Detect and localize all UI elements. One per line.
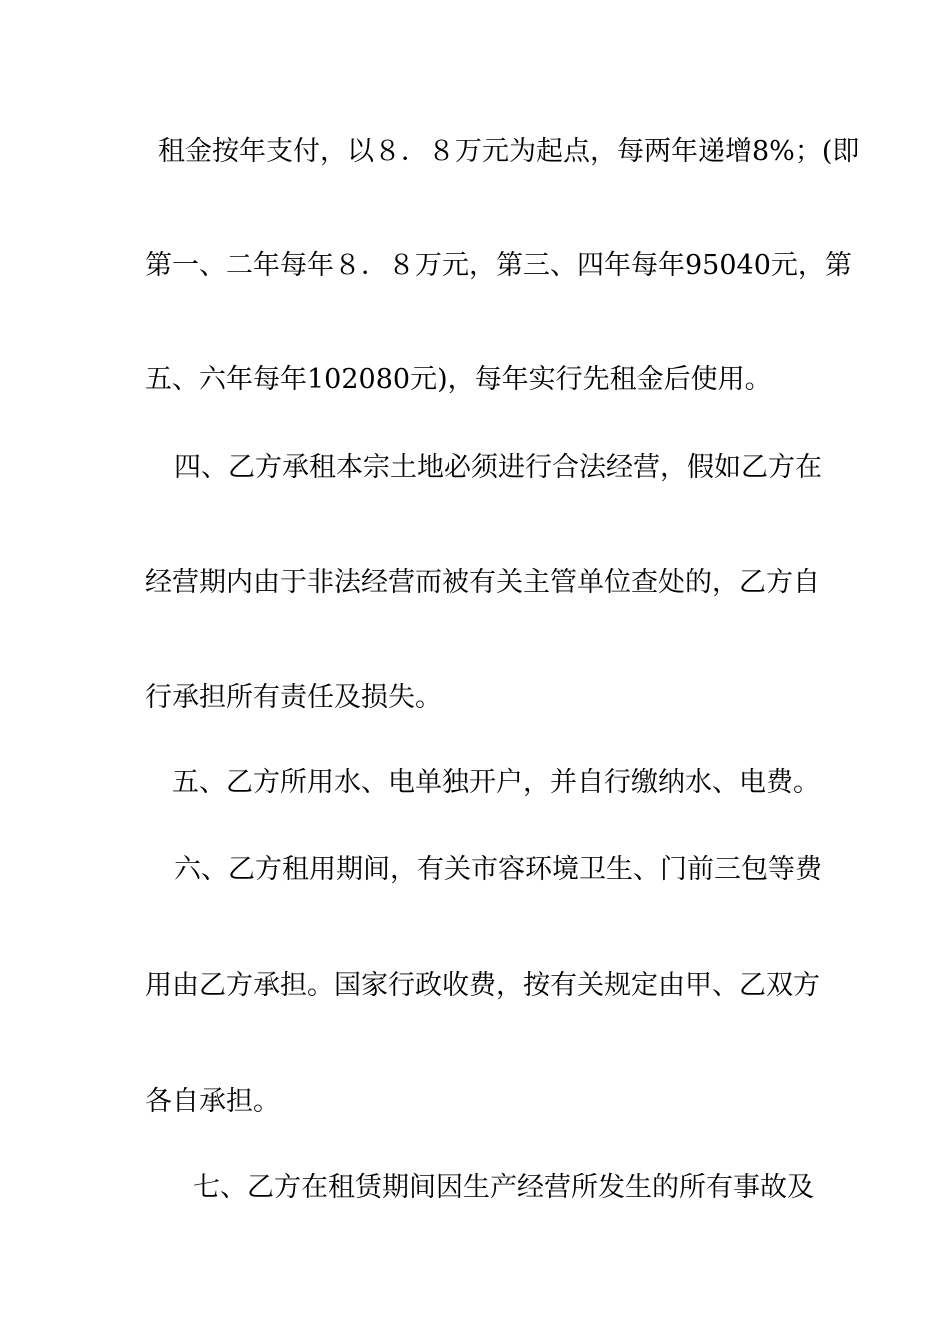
paragraph-line: 经营期内由于非法经营而被有关主管单位查处的，乙方自 bbox=[145, 567, 820, 598]
paragraph-line: 五、六年每年102080元)，每年实行先租金后使用。 bbox=[145, 364, 772, 395]
paragraph-line: 各自承担。 bbox=[145, 1086, 280, 1117]
paragraph-line: 第一、二年每年８．８万元，第三、四年每年95040元，第 bbox=[145, 250, 852, 281]
paragraph-line: 五、乙方所用水、电单独开户，并自行缴纳水、电费。 bbox=[172, 767, 820, 798]
paragraph-line: 四、乙方承租本宗土地必须进行合法经营，假如乙方在 bbox=[174, 452, 822, 483]
paragraph-line: 租金按年支付，以８．８万元为起点，每两年递增8%；(即 bbox=[158, 136, 860, 167]
paragraph-line: 行承担所有责任及损失。 bbox=[145, 682, 442, 713]
paragraph-line: 六、乙方租用期间，有关市容环境卫生、门前三包等费 bbox=[174, 854, 822, 885]
paragraph-line: 七、乙方在租赁期间因生产经营所发生的所有事故及 bbox=[193, 1172, 814, 1203]
paragraph-line: 用由乙方承担。国家行政收费，按有关规定由甲、乙双方 bbox=[145, 970, 820, 1001]
